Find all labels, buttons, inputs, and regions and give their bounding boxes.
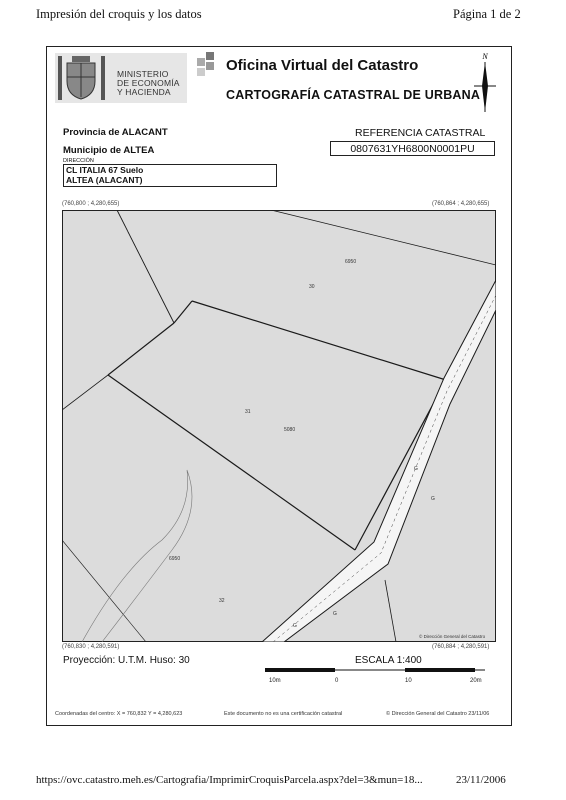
road-label: G (333, 611, 337, 617)
page-title: Oficina Virtual del Catastro (226, 57, 419, 74)
provincia-label: Provincia de ALACANT (63, 127, 168, 138)
coord-bottom-left: (760,830 ; 4,280,591) (62, 644, 120, 650)
scale-bar (265, 668, 485, 690)
north-arrow-icon (472, 50, 498, 116)
ministry-name (117, 70, 180, 97)
direccion-label: DIRECCIÓN (63, 158, 94, 164)
center-coordinates: Coordenadas del centro: X = 760,832 Y = 4,280,623 (55, 711, 183, 717)
municipio-label: Municipio de ALTEA (63, 145, 155, 156)
referencia-value: 0807631YH6800N0001PU (330, 141, 495, 156)
projection-label: Proyección: U.T.M. Huso: 30 (63, 655, 190, 666)
direccion-line-2: ALTEA (ALACANT) (66, 175, 143, 185)
print-footer-url: https://ovc.catastro.meh.es/Cartografia/ImprimirCroquisParcela.aspx?del=3&mun=18... (36, 774, 423, 786)
print-header-page: Página 1 de 2 (453, 7, 521, 21)
parcel-label: 30 (309, 284, 315, 290)
scale-tick: 10m (269, 678, 281, 684)
parcel-label: 6950 (169, 556, 181, 562)
ministry-line-1: MINISTERIO (117, 69, 169, 79)
scale-tick: 10 (405, 678, 412, 684)
coord-top-right: (760,864 ; 4,280,655) (432, 201, 490, 207)
road-label: G (293, 623, 297, 629)
print-footer-date: 23/11/2006 (456, 774, 506, 786)
copyright-date: © Dirección General del Catastro 23/11/06 (386, 711, 490, 717)
disclaimer: Este documento no es una certificación catastral (224, 711, 343, 717)
parcel-label: 31 (245, 409, 251, 415)
print-header-title: Impresión del croquis y los datos (36, 7, 202, 21)
cadastral-map (62, 210, 496, 642)
direccion-line-1: CL ITALIA 67 Suelo (66, 165, 144, 175)
parcel-label: 6950 (345, 259, 357, 265)
parcel-label: 32 (219, 598, 225, 604)
referencia-label: REFERENCIA CATASTRAL (355, 127, 486, 139)
road-label: G (414, 466, 418, 472)
page-subtitle: CARTOGRAFÍA CATASTRAL DE URBANA (226, 88, 481, 102)
coord-top-left: (760,800 ; 4,280,655) (62, 201, 120, 207)
parcel-label: 5080 (284, 427, 296, 433)
scale-tick: 0 (335, 678, 339, 684)
ministry-line-2: DE ECONOMÍA (117, 78, 180, 88)
ministry-line-3: Y HACIENDA (117, 87, 171, 97)
catastro-squares-icon (194, 52, 218, 78)
scale-label: ESCALA 1:400 (355, 655, 422, 666)
north-label: N (482, 52, 488, 61)
direccion-box (63, 164, 277, 187)
coord-bottom-right: (760,884 ; 4,280,591) (432, 644, 490, 650)
road-label: G (431, 496, 435, 502)
scale-tick: 20m (470, 678, 482, 684)
map-copyright: © Dirección General del Catastro (419, 634, 486, 639)
